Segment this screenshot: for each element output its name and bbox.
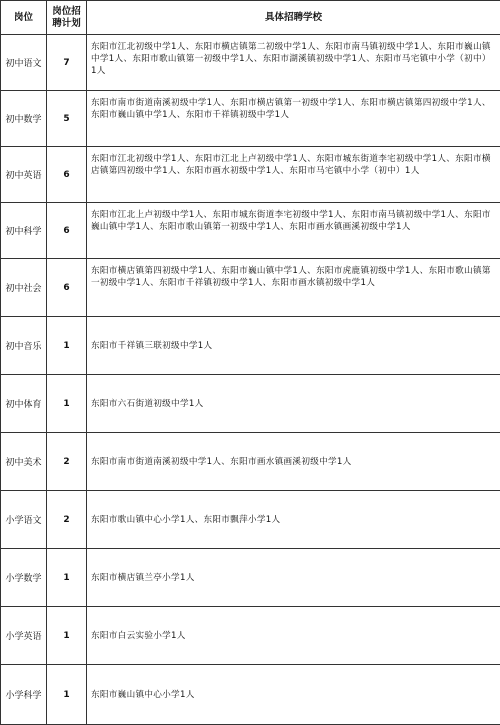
- schools-cell: 东阳市六石街道初级中学1人: [87, 375, 500, 433]
- header-plan: [47, 1, 87, 35]
- position-cell: 初中数学: [1, 91, 47, 147]
- header-plan-line2: 聘计划: [52, 18, 81, 29]
- position-cell: 初中英语: [1, 147, 47, 203]
- count-cell: 1: [47, 375, 87, 433]
- table-row: [1, 35, 500, 91]
- position-cell: 初中科学: [1, 203, 47, 259]
- schools-cell: 东阳市江北上卢初级中学1人、东阳市城东街道李宅初级中学1人、东阳市南马镇初级中学1人、东阳市巍山镇中学1人、东阳市歌山镇第一初级中学1人、东阳市画水镇画溪初级中学1人: [87, 203, 500, 259]
- count-cell: 2: [47, 433, 87, 491]
- table-row: [1, 375, 500, 433]
- table-row: [1, 433, 500, 491]
- table-row: [1, 203, 500, 259]
- schools-cell: 东阳市江北初级中学1人、东阳市江北上卢初级中学1人、东阳市城东街道李宅初级中学1人、东阳市横店镇第四初级中学1人、东阳市画水初级中学1人、东阳市马宅镇中小学（初中）1人: [87, 147, 500, 203]
- count-cell: 1: [47, 549, 87, 607]
- table-row: [1, 259, 500, 317]
- table-row: [1, 317, 500, 375]
- table-row: [1, 549, 500, 607]
- schools-cell: 东阳市横店镇第四初级中学1人、东阳市巍山镇中学1人、东阳市虎鹿镇初级中学1人、东阳市歌山镇第一初级中学1人、东阳市千祥镇初级中学1人、东阳市画水镇初级中学1人: [87, 259, 500, 317]
- position-cell: 小学数学: [1, 549, 47, 607]
- count-cell: 6: [47, 147, 87, 203]
- count-cell: 2: [47, 491, 87, 549]
- table-row: [1, 147, 500, 203]
- count-cell: 6: [47, 259, 87, 317]
- header-row: [1, 1, 500, 35]
- count-cell: 6: [47, 203, 87, 259]
- count-cell: 1: [47, 607, 87, 665]
- position-cell: 小学语文: [1, 491, 47, 549]
- table-row: [1, 91, 500, 147]
- position-cell: 初中语文: [1, 35, 47, 91]
- position-cell: 小学科学: [1, 665, 47, 725]
- header-plan-line1: 岗位招: [52, 6, 81, 17]
- schools-cell: 东阳市南市街道南溪初级中学1人、东阳市画水镇画溪初级中学1人: [87, 433, 500, 491]
- table-row: [1, 607, 500, 665]
- position-cell: 初中音乐: [1, 317, 47, 375]
- count-cell: 1: [47, 665, 87, 725]
- count-cell: 1: [47, 317, 87, 375]
- schools-cell: 东阳市南市街道南溪初级中学1人、东阳市横店镇第一初级中学1人、东阳市横店镇第四初级中学1人、东阳市巍山镇中学1人、东阳市千祥镇初级中学1人: [87, 91, 500, 147]
- header-schools: 具体招聘学校: [87, 1, 500, 35]
- schools-cell: 东阳市白云实验小学1人: [87, 607, 500, 665]
- position-cell: 小学英语: [1, 607, 47, 665]
- schools-cell: 东阳市巍山镇中心小学1人: [87, 665, 500, 725]
- count-cell: 7: [47, 35, 87, 91]
- schools-cell: 东阳市横店镇兰亭小学1人: [87, 549, 500, 607]
- schools-cell: 东阳市千祥镇三联初级中学1人: [87, 317, 500, 375]
- position-cell: 初中体育: [1, 375, 47, 433]
- schools-cell: 东阳市江北初级中学1人、东阳市横店镇第二初级中学1人、东阳市南马镇初级中学1人、东阳市巍山镇中学1人、东阳市歌山镇第一初级中学1人、东阳市湖溪镇初级中学1人、东阳市马宅镇中小学（初中）1人: [87, 35, 500, 91]
- table-row: [1, 491, 500, 549]
- schools-cell: 东阳市歌山镇中心小学1人、东阳市飘萍小学1人: [87, 491, 500, 549]
- count-cell: 5: [47, 91, 87, 147]
- header-position: 岗位: [1, 1, 47, 35]
- position-cell: 初中社会: [1, 259, 47, 317]
- position-cell: 初中美术: [1, 433, 47, 491]
